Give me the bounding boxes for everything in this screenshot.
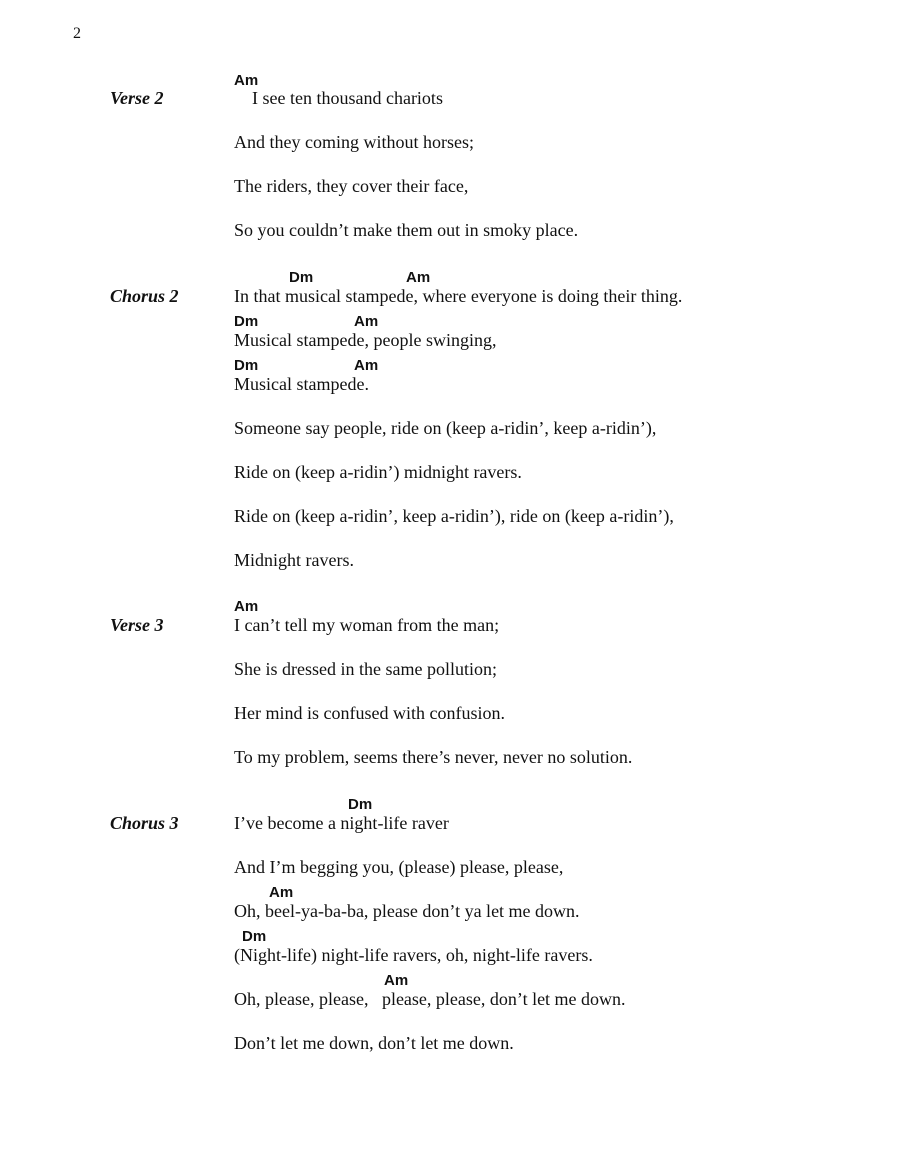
chord-label: Am <box>384 972 409 989</box>
lyric-line: She is dressed in the same pollution; <box>234 659 497 679</box>
lyric-line: And they coming without horses; <box>234 132 474 152</box>
lyric-line: Ride on (keep a-ridin’, keep a-ridin’), ride on (keep a-ridin’), <box>234 506 674 526</box>
lyric-line: And I’m begging you, (please) please, please, <box>234 857 564 877</box>
lyric-line: Oh, beel-ya-ba-ba, please don’t ya let me down. <box>234 901 580 921</box>
lyric-line: The riders, they cover their face, <box>234 176 469 196</box>
chord-label: Dm <box>348 796 373 813</box>
page-number: 2 <box>73 25 81 42</box>
lyric-line: Oh, please, please, please, please, don’t let me down. <box>234 989 626 1009</box>
lyric-line: So you couldn’t make them out in smoky place. <box>234 220 579 240</box>
section-label-chorus-3: Chorus 3 <box>110 813 179 833</box>
section-label-chorus-2: Chorus 2 <box>110 286 179 306</box>
lyric-line: Ride on (keep a-ridin’) midnight ravers. <box>234 462 522 482</box>
chord-label: Am <box>269 884 294 901</box>
lyric-line: Musical stampede, people swinging, <box>234 330 497 350</box>
chord-label: Am <box>234 72 259 89</box>
section-label-verse-2: Verse 2 <box>110 88 164 108</box>
chord-label: Dm <box>242 928 267 945</box>
chord-label: Dm <box>234 357 259 374</box>
lyric-line: Musical stampede. <box>234 374 369 394</box>
chord-label: Dm <box>234 313 259 330</box>
lyric-line: Don’t let me down, don’t let me down. <box>234 1033 514 1053</box>
lyric-line: (Night-life) night-life ravers, oh, night-life ravers. <box>234 945 593 965</box>
section-label-verse-3: Verse 3 <box>110 615 164 635</box>
lyric-line: I can’t tell my woman from the man; <box>234 615 500 635</box>
lyric-line: I see ten thousand chariots <box>252 88 443 108</box>
lyric-line: I’ve become a night-life raver <box>234 813 449 833</box>
chord-label: Am <box>354 357 379 374</box>
chord-label: Am <box>354 313 379 330</box>
lyric-line: In that musical stampede, where everyone is doing their thing. <box>234 286 683 306</box>
chord-label: Am <box>406 269 431 286</box>
chord-label: Am <box>234 598 259 615</box>
lyric-line: To my problem, seems there’s never, never no solution. <box>234 747 633 767</box>
chord-label: Dm <box>289 269 314 286</box>
lyric-line: Her mind is confused with confusion. <box>234 703 505 723</box>
lyric-line: Someone say people, ride on (keep a-ridin’, keep a-ridin’), <box>234 418 657 438</box>
lyric-line: Midnight ravers. <box>234 550 354 570</box>
